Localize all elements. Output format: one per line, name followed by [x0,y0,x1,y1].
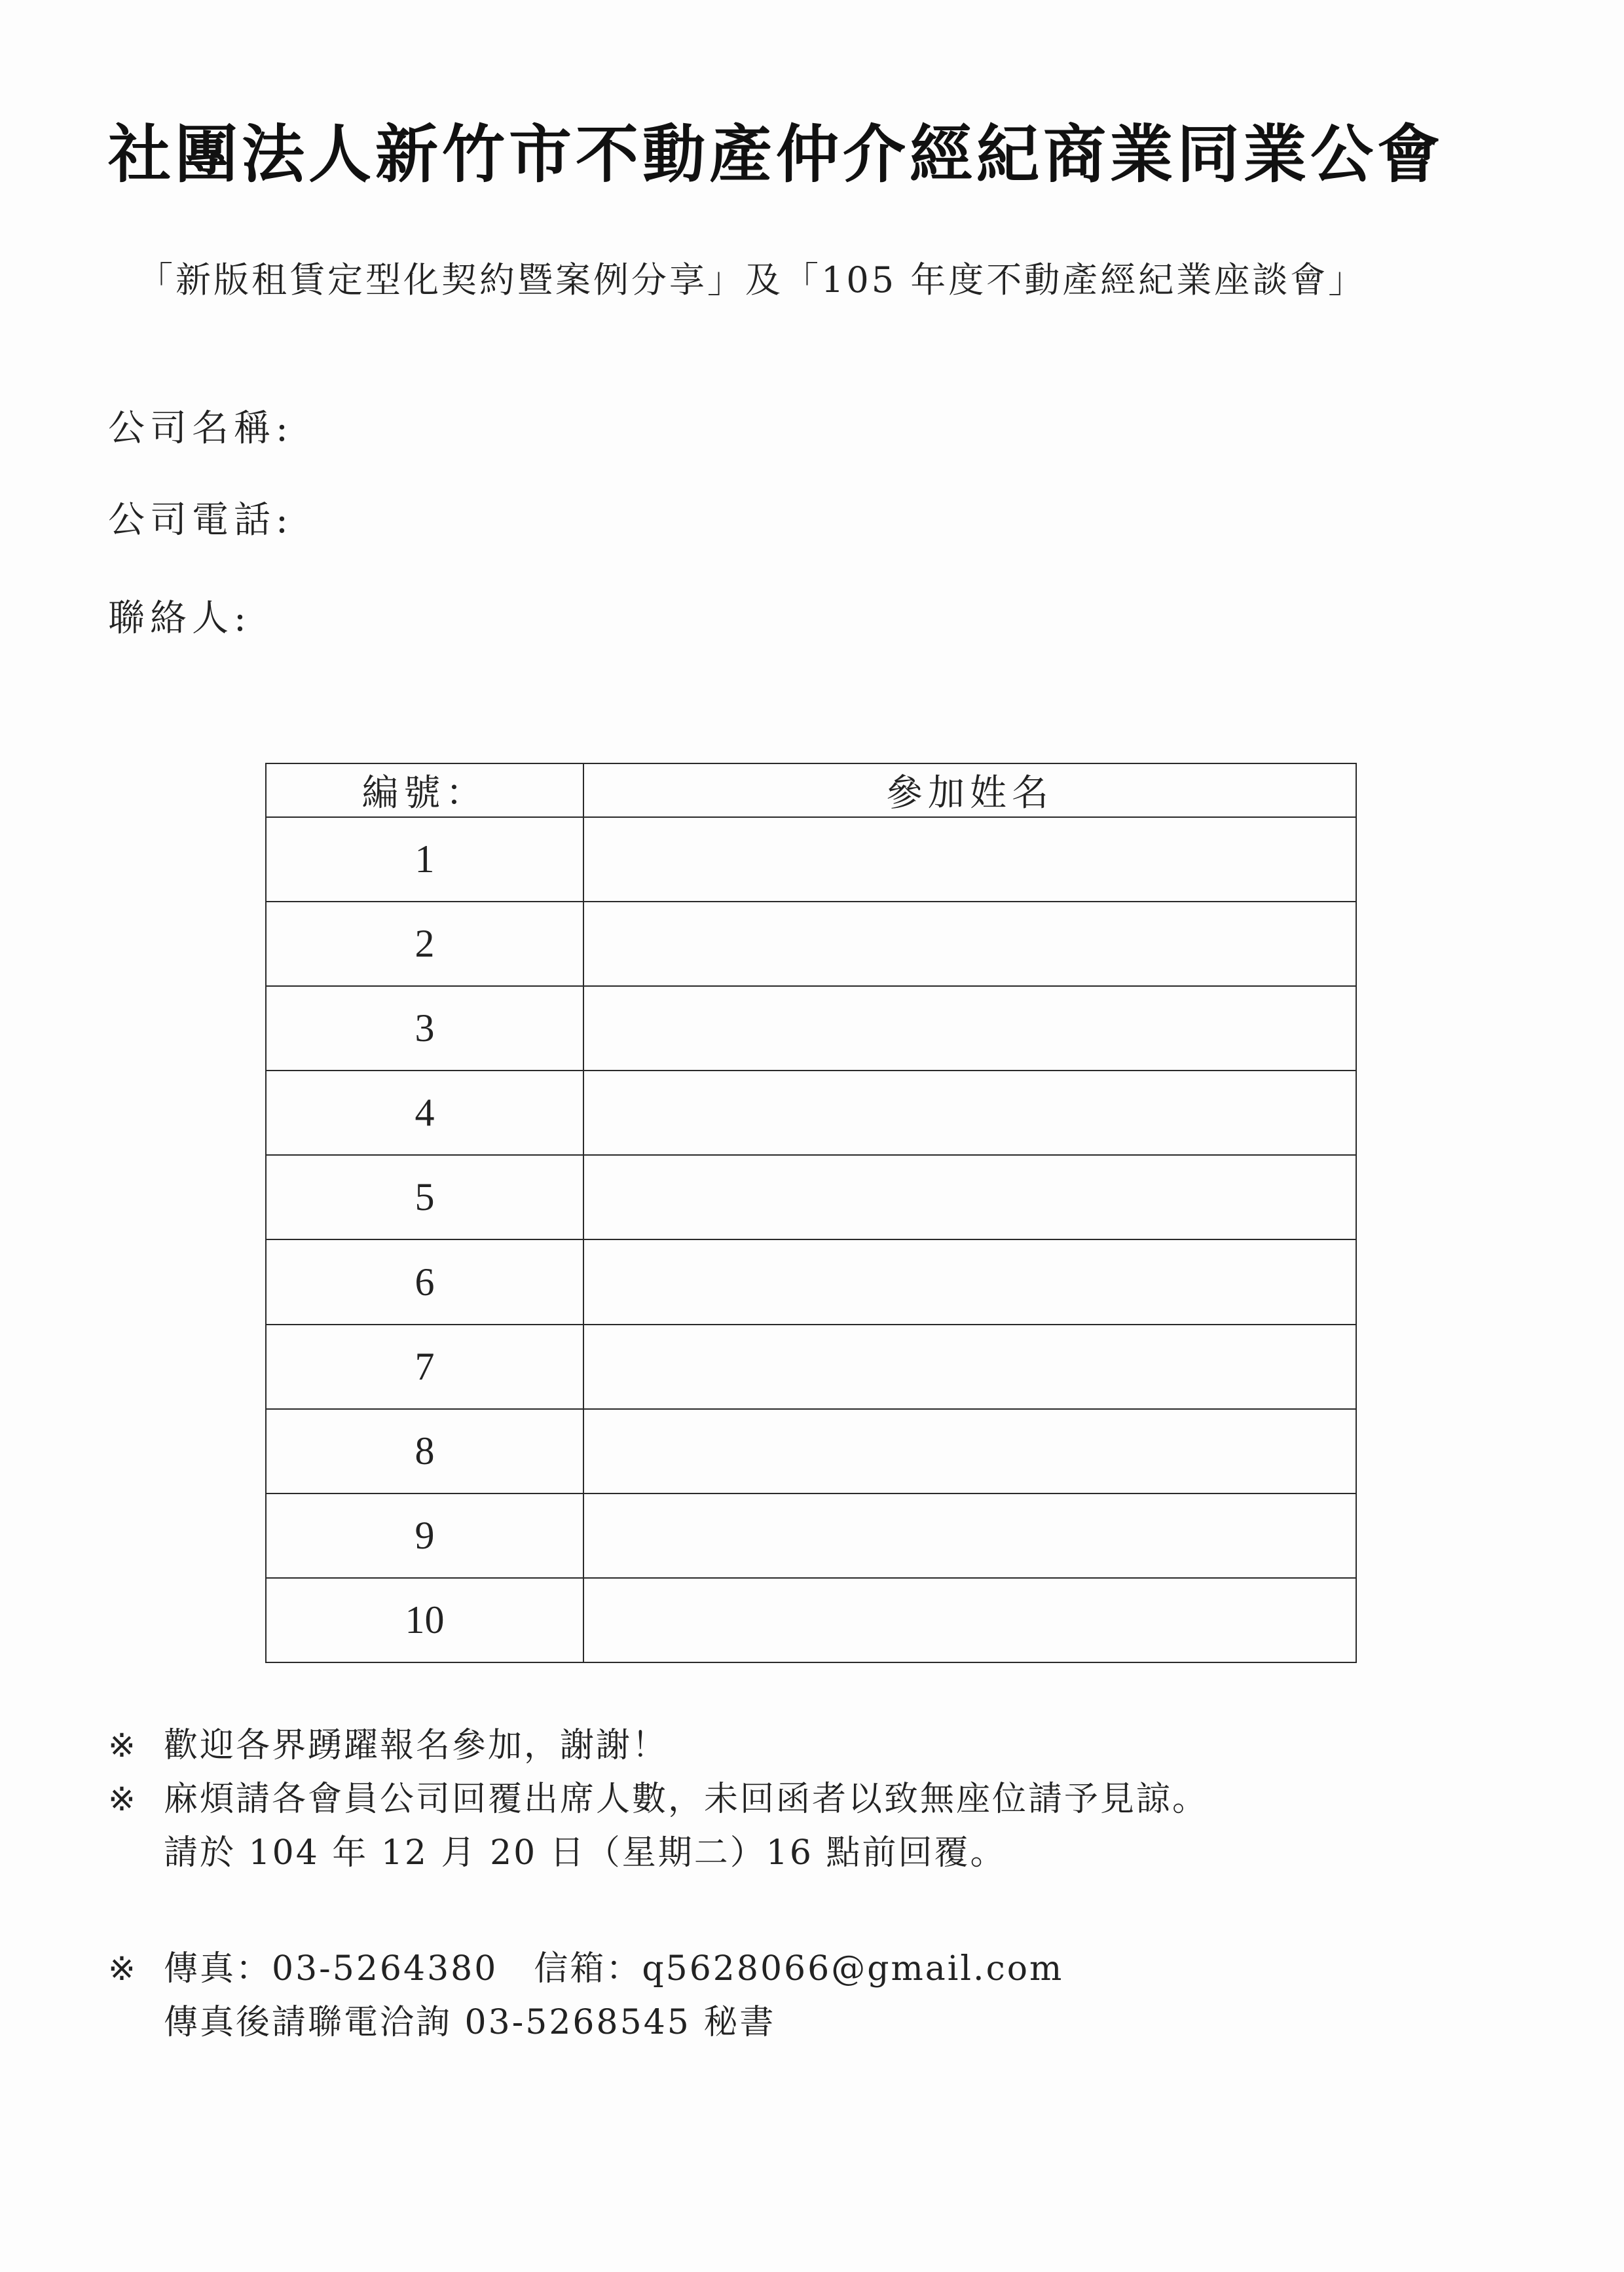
row-number: 1 [266,817,583,902]
company-phone-label: 公司電話: [108,499,293,541]
notes-section [108,1719,1549,2049]
note-welcome [108,1719,1549,1772]
fax-email-text: 傳真：03-5264380 信箱：q5628066@gmail.com [164,1949,1064,1988]
attendee-table [265,763,1356,1663]
table-row [266,1493,1356,1578]
note-reply-text: 麻煩請各會員公司回覆出席人數，未回函者以致無座位請予見諒。 [164,1780,1209,1819]
row-number: 7 [266,1325,583,1409]
row-number: 10 [266,1578,583,1662]
association-title: 社團法人新竹市不動產仲介經紀商業同業公會 [108,118,1444,191]
table-row [266,1409,1356,1493]
row-number: 4 [266,1071,583,1155]
table-row [266,1325,1356,1409]
number-column-header: 編號： [266,763,583,817]
note-welcome-text: 歡迎各界踴躍報名參加，謝謝！ [164,1726,669,1765]
table-row [266,817,1356,902]
event-subtitle: 「新版租賃定型化契約暨案例分享」及「105 年度不動產經紀業座談會」 [138,259,1367,301]
note-deadline: 請於 104 年 12 月 20 日（星期二）16 點前回覆。 [164,1833,1006,1873]
attendee-name-cell[interactable] [583,1409,1356,1493]
row-number: 9 [266,1493,583,1578]
note-contact-info [108,1942,1549,1996]
table-header-row [266,763,1356,817]
contact-person-label: 聯絡人: [108,597,251,640]
table-row [266,902,1356,986]
row-number: 2 [266,902,583,986]
reference-mark-icon: ※ [108,1727,138,1765]
table-row [266,1071,1356,1155]
attendee-name-cell[interactable] [583,1493,1356,1578]
row-number: 3 [266,986,583,1071]
table-row [266,1155,1356,1239]
row-number: 8 [266,1409,583,1493]
reference-mark-icon: ※ [108,1950,138,1988]
table-row [266,1239,1356,1324]
row-number: 5 [266,1155,583,1239]
table-row [266,1578,1356,1662]
row-number: 6 [266,1239,583,1324]
attendee-name-cell[interactable] [583,817,1356,902]
attendee-name-cell[interactable] [583,986,1356,1071]
reference-mark-icon: ※ [108,1780,138,1818]
attendee-name-cell[interactable] [583,1071,1356,1155]
attendee-name-cell[interactable] [583,902,1356,986]
note-fax-followup: 傳真後請聯電洽詢 03-5268545 秘書 [164,2003,776,2042]
attendee-name-cell[interactable] [583,1239,1356,1324]
attendee-name-cell[interactable] [583,1578,1356,1662]
attendee-name-cell[interactable] [583,1155,1356,1239]
name-column-header: 參加姓名 [583,763,1356,817]
note-reply-request [108,1772,1549,1826]
table-row [266,986,1356,1071]
attendee-name-cell[interactable] [583,1325,1356,1409]
company-name-label: 公司名稱: [108,407,293,450]
